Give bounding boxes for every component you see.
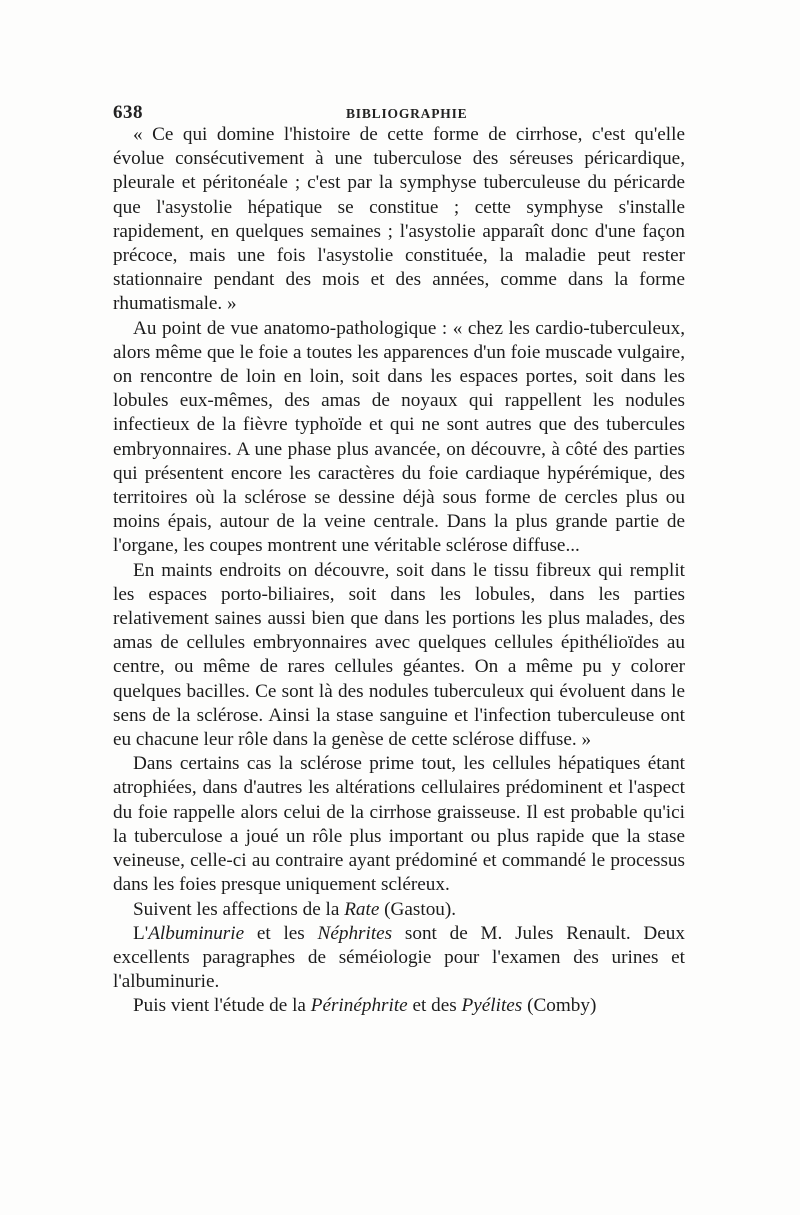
italic-term: Périnéphrite (310, 995, 408, 1017)
body-text (113, 123, 685, 1019)
paragraph (113, 752, 685, 897)
text-run: (Comby) (522, 995, 597, 1017)
paragraph (113, 922, 685, 995)
text-run: Au point de vue anatomo-pathologique : « chez les cardio-tuberculeux, alors même que le foie a toutes les apparences d'un foie muscade vulgaire, on rencontre de loin en loin, soit dans les espaces portes, soit dans les lobules eux-mêmes, des amas de noyaux qui rappellent les nodules infectieux de la fièvre typhoïde et qui ne sont autres que des tubercules embryonnaires. A une phase plus avancée, on découvre, à côté des parties qui présentent encore les caractères du foie cardiaque hypérémique, des territoires où la sclérose se dessine déjà sous forme de cercles plus ou moins épais, autour de la veine centrale. Dans la plus grande partie de l'organe, les coupes montrent une véritable sclérose diffuse... (113, 317, 685, 557)
paragraph (113, 559, 685, 753)
text-run: sont de M. Jules Renault. Deux excellents paragraphes de séméiologie pour l'examen des urines et l'albuminurie. (113, 922, 685, 993)
text-run: et des (407, 995, 462, 1017)
paragraph (113, 898, 685, 922)
italic-term: Néphrites (317, 922, 393, 944)
text-run: Puis vient l'étude de la (133, 995, 311, 1017)
text-run: Suivent les affections de la (133, 898, 345, 920)
text-run: En maints endroits on découvre, soit dans le tissu fibreux qui remplit les espaces porto-biliaires, soit dans les lobules, dans les parties relativement saines aussi bien que dans les portions les plus malades, des amas de cellules embryonnaires avec quelques cellules épithélioïdes au centre, ou même de rares cellules géantes. On a même pu y colorer quelques bacilles. Ce sont là des nodules tuberculeux qui évoluent dans le sens de la sclérose. Ainsi la stase sanguine et l'infection tuberculeuse ont eu chacune leur rôle dans la genèse de cette sclérose diffuse. » (113, 559, 685, 751)
paragraph (113, 123, 685, 317)
text-run: L' (133, 922, 149, 944)
italic-term: Rate (344, 898, 380, 920)
section-title: BIBLIOGRAPHIE (346, 106, 468, 121)
italic-term: Pyélites (461, 995, 523, 1017)
text-run: « Ce qui domine l'histoire de cette forme de cirrhose, c'est qu'elle évolue consécutivement à une tuberculose des séreuses péricardique, pleurale et péritonéale ; c'est par la symphyse tuberculeuse du péricarde que l'asystolie hépatique se constitue ; cette symphyse s'installe rapidement, en quelques semaines ; l'asystolie apparaît donc d'une façon précoce, mais une fois l'asystolie constituée, la maladie peut rester stationnaire pendant des mois et des années, comme dans la forme rhumatismale. » (113, 124, 685, 315)
text-run: et les (244, 922, 318, 944)
text-run: (Gastou). (379, 898, 457, 920)
paragraph (113, 317, 685, 559)
page-number: 638 (113, 102, 143, 123)
text-run: Dans certains cas la sclérose prime tout, les cellules hépatiques étant atrophiées, dans d'autres les altérations cellulaires prédominent et l'aspect du foie rappelle alors celui de la cirrhose graisseuse. Il est probable qu'ici la tuberculose a joué un rôle plus important ou plus rapide que la stase veineuse, celle-ci au contraire ayant prédominé et commandé le processus dans les foies presque uniquement scléreux. (113, 753, 685, 896)
paragraph (113, 994, 685, 1018)
italic-term: Albuminurie (148, 922, 245, 944)
